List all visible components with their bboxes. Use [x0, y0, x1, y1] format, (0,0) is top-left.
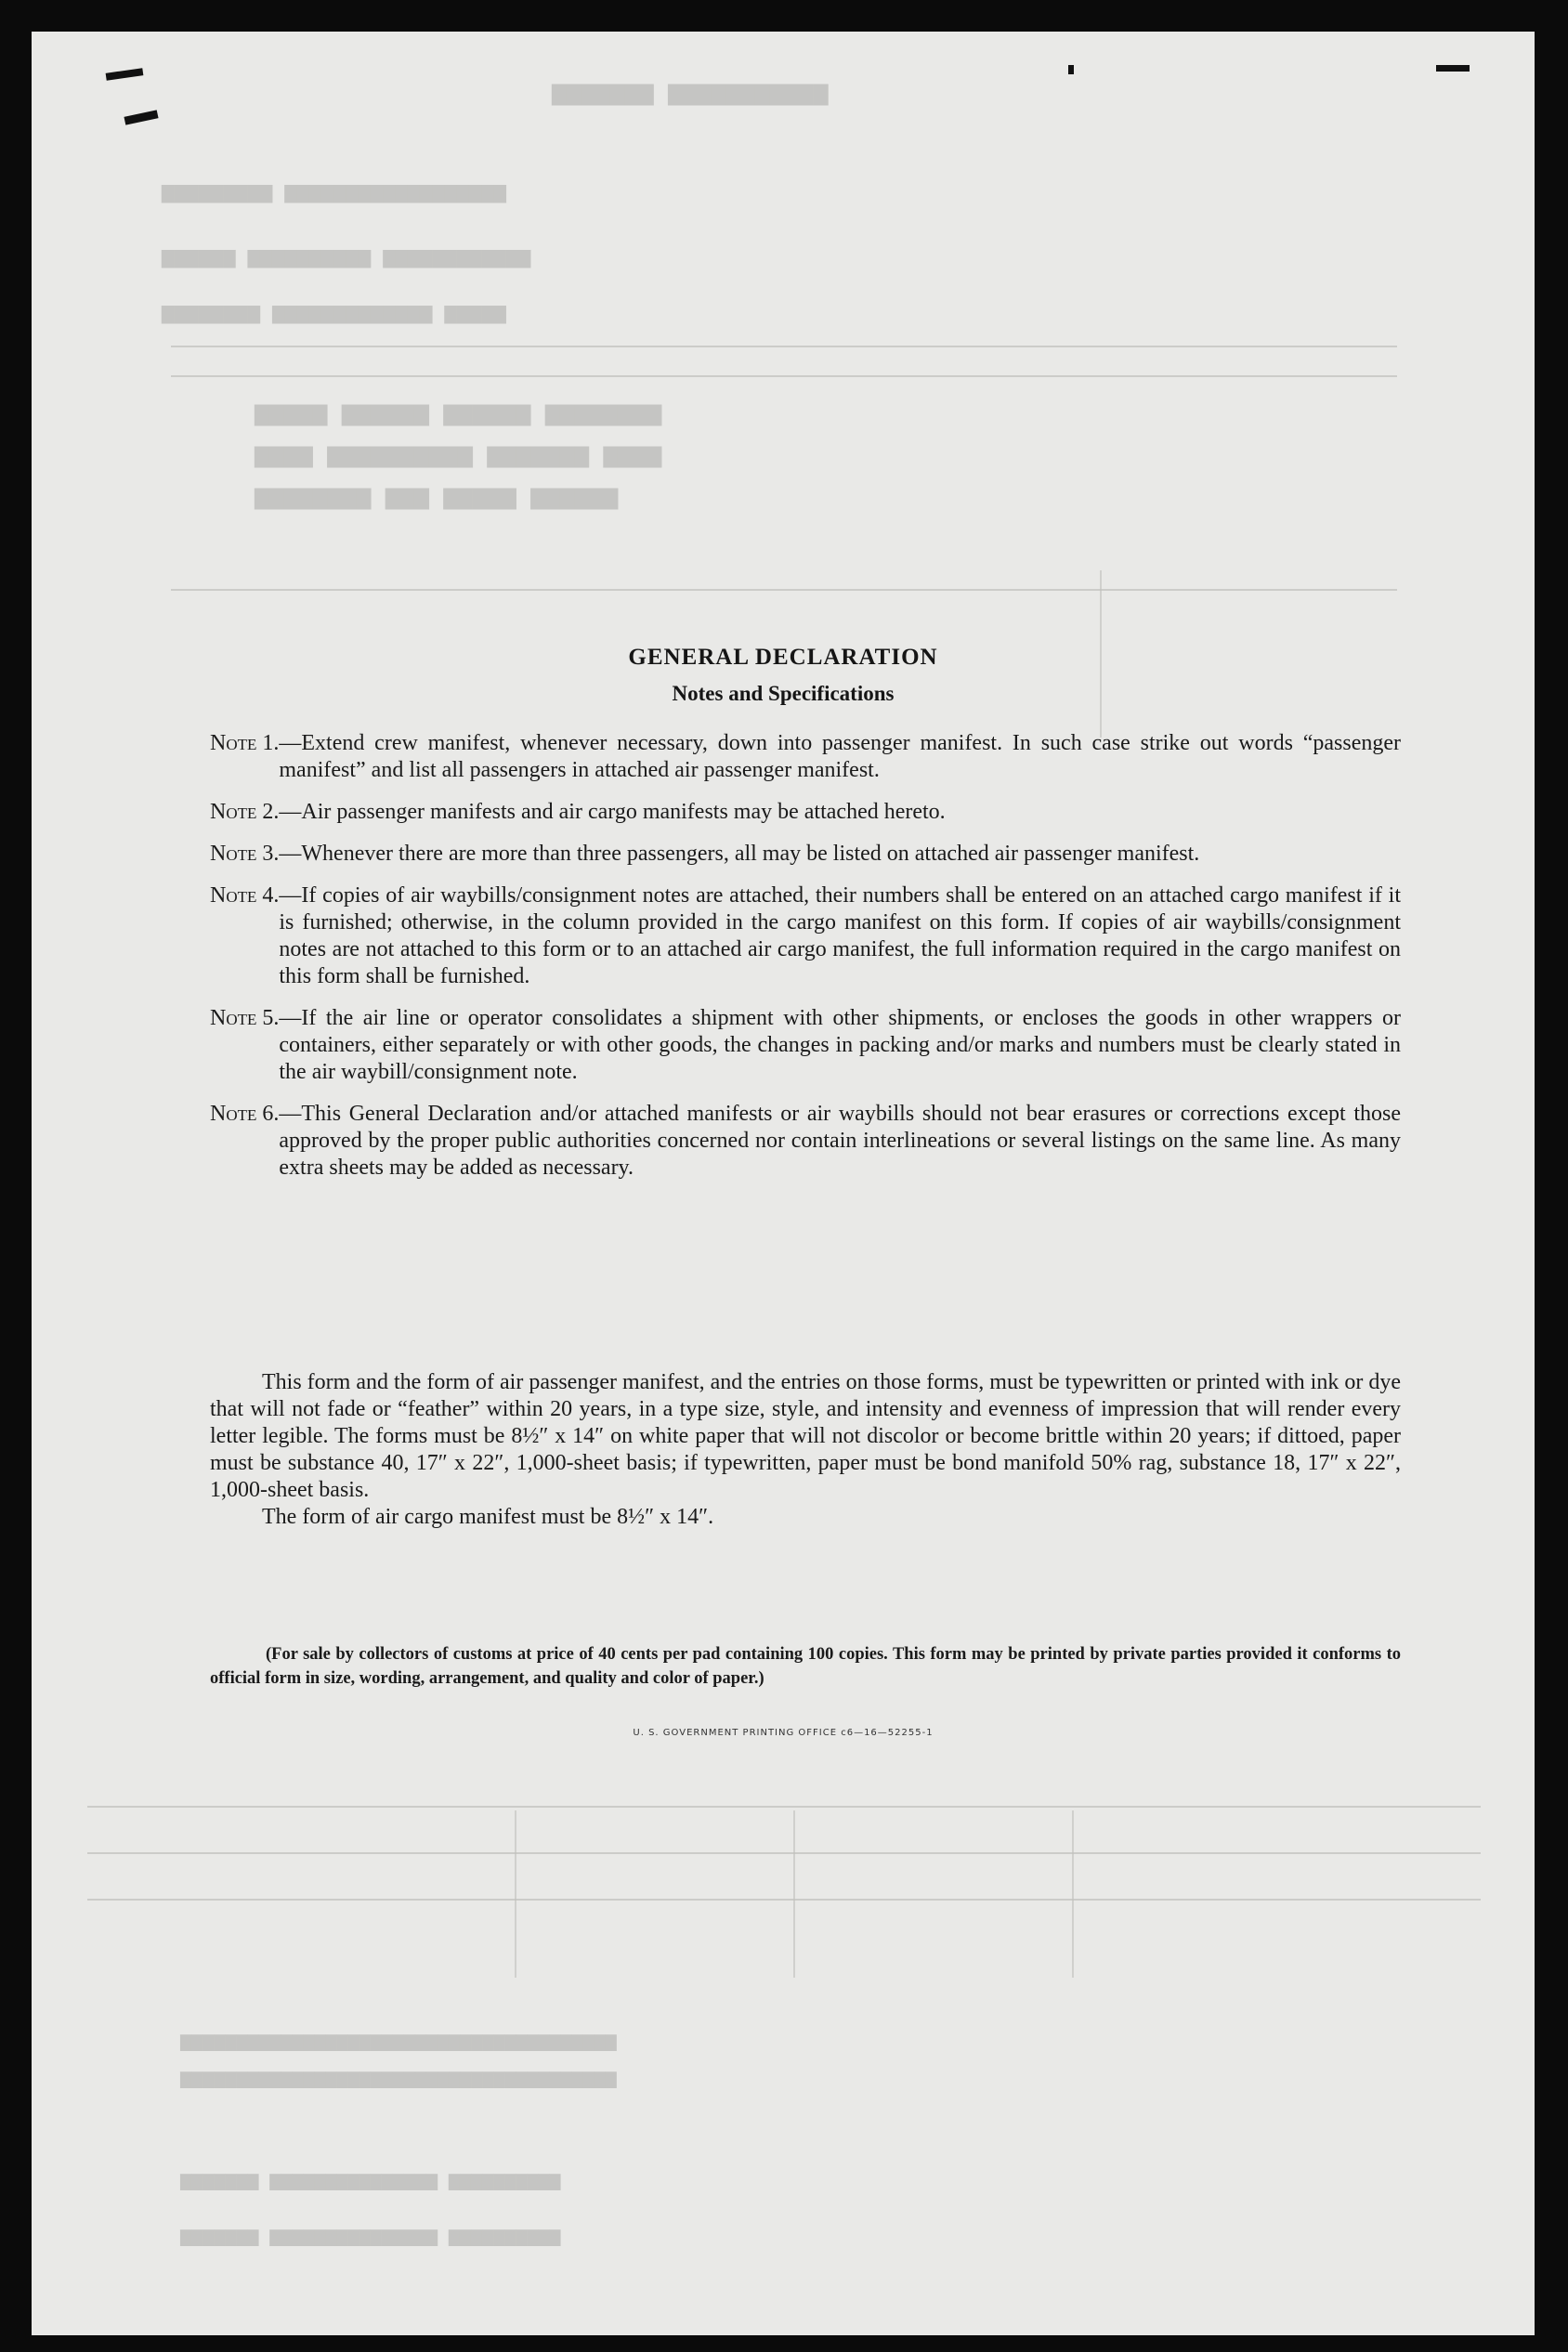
ink-speck — [1436, 65, 1470, 72]
form-paper-requirements: This form and the form of air passenger manifest, and the entries on those forms, must be typewritten or printed with ink or dye that will not fade or “feather” within 20 years, in a type size, style, and intensity and evenness of impression that will render every letter legible. The forms must be 8½″ x 14″ on white paper that will not discolor or become brittle within 20 years; if dittoed, paper must be substance 40, 17″ x 22″, 1,000-sheet basis; if typewritten, paper must be bond manifold 50% rag, substance 18, 17″ x 22″, 1,000-sheet basis. — [210, 1370, 1401, 1502]
note-text: —If the air line or operator consolidates a shipment with other shipments, or encloses the goods in other wrappers or containers, either separately or with other goods, the changes in packing and/or marks and numbers must be clearly stated in the air waybill/consignment note. — [279, 1006, 1401, 1084]
bleed-through-rule — [171, 375, 1397, 377]
note-text: —Whenever there are more than three passengers, all may be listed on attached air passenger manifest. — [279, 842, 1200, 866]
bleed-through-text: ▆▆▆▆▆▆▆▆▆ ▆▆▆▆▆▆▆▆▆▆▆▆▆▆▆▆▆▆ — [162, 181, 506, 204]
page-title: GENERAL DECLARATION — [628, 645, 938, 670]
note-text: —This General Declaration and/or attached manifests or air waybills should not bear erasures or corrections except those approved by the proper public authorities concerned nor contain interlineations or several listings on the same line. As many extra sheets may be added as necessary. — [279, 1102, 1401, 1180]
note-label: Note 3. — [210, 842, 280, 866]
bleed-through-rule — [793, 1810, 795, 1978]
note-item — [210, 841, 1401, 868]
bleed-through-text: ▆▆▆▆▆▆ ▆▆▆▆▆▆▆▆▆▆ ▆▆▆▆▆▆▆▆▆▆▆▆ — [162, 246, 531, 269]
note-label: Note 4. — [210, 883, 280, 908]
notes-list — [210, 730, 1401, 1196]
document-page — [32, 32, 1535, 2335]
ink-speck — [106, 68, 144, 80]
note-item — [210, 730, 1401, 784]
note-label: Note 6. — [210, 1102, 280, 1126]
bleed-through-text: ▆▆▆▆▆▆▆ ▆▆▆▆▆▆▆▆▆▆▆ — [552, 79, 829, 107]
note-text: —Extend crew manifest, whenever necessary, down into passenger manifest. In such case strike out words “passenger manifest” and list all passengers in attached air passenger manifest. — [279, 731, 1401, 782]
note-label: Note 2. — [210, 800, 280, 824]
bleed-through-rule — [515, 1810, 516, 1978]
form-specification-paragraph — [210, 1369, 1401, 1531]
bleed-through-rule — [87, 1852, 1481, 1854]
bleed-through-text: ▆▆▆▆▆▆▆▆ ▆▆▆ ▆▆▆▆▆ ▆▆▆▆▆▆ — [255, 483, 619, 511]
note-text: —Air passenger manifests and air cargo manifests may be attached hereto. — [279, 800, 946, 824]
bleed-through-rule — [87, 1899, 1481, 1901]
bleed-through-text: ▆▆▆▆▆▆▆ ▆▆▆▆▆▆▆▆▆▆▆▆▆▆▆ ▆▆▆▆▆▆▆▆▆▆ — [180, 2171, 561, 2192]
bleed-through-text: ▆▆▆▆ ▆▆▆▆▆▆▆▆▆▆ ▆▆▆▆▆▆▆ ▆▆▆▆ — [255, 441, 662, 469]
note-item — [210, 1101, 1401, 1182]
note-item — [210, 1005, 1401, 1086]
note-text: —If copies of air waybills/consignment notes are attached, their numbers shall be entered on an attached cargo manifest if it is furnished; otherwise, in the column provided in the cargo manifest on this form. If copies of air waybills/consignment notes are not attached to this form or to an attached air cargo manifest, the full information required in the cargo manifest on this form shall be furnished. — [279, 883, 1401, 988]
bleed-through-rule — [171, 589, 1397, 591]
note-item — [210, 882, 1401, 990]
printer-imprint: U. S. GOVERNMENT PRINTING OFFICE c6—16—52255-1 — [633, 1728, 934, 1738]
bleed-through-text: ▆▆▆▆▆▆▆▆ ▆▆▆▆▆▆▆▆▆▆▆▆▆ ▆▆▆▆▆ — [162, 302, 506, 325]
note-label: Note 5. — [210, 1006, 280, 1030]
bleed-through-rule — [1072, 1810, 1074, 1978]
bleed-through-text: ▆▆▆▆▆ ▆▆▆▆▆▆ ▆▆▆▆▆▆ ▆▆▆▆▆▆▆▆ — [255, 399, 662, 427]
bleed-through-text: ▆▆▆▆▆▆▆▆▆▆▆▆▆▆▆▆▆▆▆▆▆▆▆▆▆▆▆▆▆▆▆▆▆▆▆▆▆▆▆ — [180, 2069, 617, 2090]
ink-speck — [1068, 65, 1074, 74]
bleed-through-rule — [171, 346, 1397, 347]
bleed-through-rule — [87, 1806, 1481, 1808]
ink-speck — [124, 110, 158, 124]
note-label: Note 1. — [210, 731, 280, 755]
bleed-through-text: ▆▆▆▆▆▆▆ ▆▆▆▆▆▆▆▆▆▆▆▆▆▆▆ ▆▆▆▆▆▆▆▆▆▆ — [180, 2227, 561, 2248]
cargo-manifest-size-line: The form of air cargo manifest must be 8½″ x 14″. — [262, 1505, 714, 1529]
note-item — [210, 799, 1401, 826]
page-subtitle: Notes and Specifications — [672, 682, 895, 705]
sale-notice: (For sale by collectors of customs at price of 40 cents per pad containing 100 copies. This form may be printed by private parties provided it conforms to official form in size, wording, arrangement, and quality and color of paper.) — [210, 1645, 1401, 1688]
bleed-through-text: ▆▆▆▆▆▆▆▆▆▆▆▆▆▆▆▆▆▆▆▆▆▆▆▆▆▆▆▆▆▆▆▆▆▆▆▆▆▆▆ — [180, 2032, 617, 2053]
